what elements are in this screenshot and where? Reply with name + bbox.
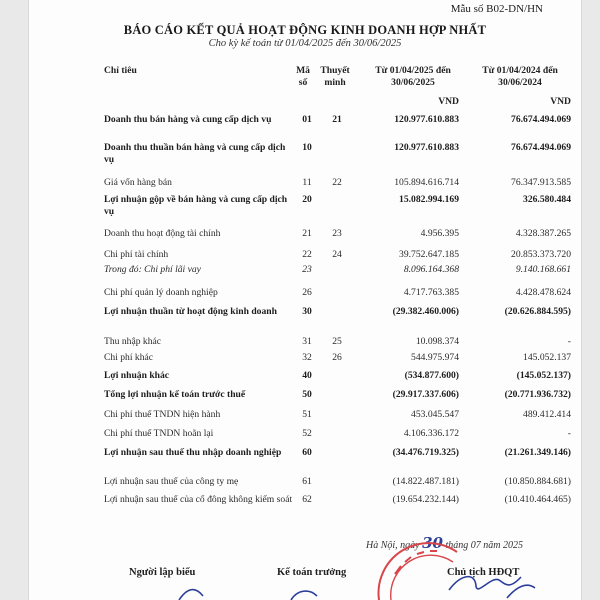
row-value-2025: 120.977.610.883 bbox=[394, 142, 459, 153]
row-value-2024: (20.771.936.732) bbox=[504, 389, 571, 400]
chairman-signature bbox=[449, 577, 535, 598]
row-note: 21 bbox=[332, 114, 342, 125]
row-value-2024: (10.410.464.465) bbox=[504, 494, 571, 505]
row-code: 30 bbox=[302, 306, 312, 317]
row-label: Lợi nhuận sau thuế thu nhập doanh nghiệp bbox=[104, 447, 282, 458]
preparer-caption: Người lập biểu bbox=[129, 567, 196, 578]
row-label: Chi phí khác bbox=[104, 352, 154, 363]
row-value-2024: (21.261.349.146) bbox=[504, 447, 571, 458]
preparer-signature bbox=[179, 590, 203, 600]
row-value-2025: 120.977.610.883 bbox=[394, 114, 459, 125]
stamp-and-signatures bbox=[29, 0, 581, 600]
row-code: 40 bbox=[302, 370, 312, 381]
place-date-suffix: tháng 07 năm 2025 bbox=[445, 540, 523, 551]
form-code: Mẫu số B02-DN/HN bbox=[450, 3, 543, 15]
row-code: 61 bbox=[302, 476, 312, 487]
row-code: 26 bbox=[302, 287, 312, 298]
row-value-2025: 4.956.395 bbox=[420, 228, 459, 239]
row-label: Trong đó: Chi phí lãi vay bbox=[104, 264, 201, 275]
row-note: 22 bbox=[332, 177, 342, 188]
row-value-2025: (534.877.600) bbox=[404, 370, 459, 381]
row-label: Lợi nhuận sau thuế của công ty mẹ bbox=[104, 476, 239, 487]
row-code: 50 bbox=[302, 389, 312, 400]
row-label: Doanh thu thuần bán hàng và cung cấp dịch vụ bbox=[104, 142, 286, 165]
row-value-2024: 489.412.414 bbox=[523, 409, 571, 420]
row-value-2025: 453.045.547 bbox=[411, 409, 459, 420]
row-note: 24 bbox=[332, 249, 342, 260]
row-value-2025: 8.096.164.368 bbox=[403, 264, 459, 275]
row-code: 60 bbox=[302, 447, 312, 458]
row-value-2024: 20.853.373.720 bbox=[511, 249, 571, 260]
row-label: Thu nhập khác bbox=[104, 336, 162, 347]
handwritten-day: 30 bbox=[422, 534, 443, 552]
row-value-2025: 105.894.616.714 bbox=[394, 177, 459, 188]
company-seal bbox=[379, 543, 457, 600]
row-label: Doanh thu hoạt động tài chính bbox=[104, 228, 221, 239]
report-page bbox=[28, 0, 582, 600]
row-value-2025: (14.822.487.181) bbox=[392, 476, 459, 487]
row-value-2024: (10.850.884.681) bbox=[504, 476, 571, 487]
row-note: 23 bbox=[332, 228, 342, 239]
report-subtitle: Cho kỳ kế toán từ 01/04/2025 đến 30/06/2025 bbox=[208, 38, 402, 49]
report-title: BÁO CÁO KẾT QUẢ HOẠT ĐỘNG KINH DOANH HỢP NHẤT bbox=[123, 23, 487, 37]
row-label: Lợi nhuận gộp về bán hàng và cung cấp dịch vụ bbox=[104, 194, 288, 217]
row-value-2025: (29.382.460.006) bbox=[392, 306, 459, 317]
row-value-2025: (34.476.719.325) bbox=[392, 447, 459, 458]
row-code: 31 bbox=[302, 336, 312, 347]
row-label: Lợi nhuận sau thuế của cổ đông không kiểm soát bbox=[104, 494, 293, 505]
row-code: 23 bbox=[302, 264, 312, 275]
row-code: 62 bbox=[302, 494, 312, 505]
chairman-caption: Chủ tịch HĐQT bbox=[447, 567, 520, 578]
row-label: Chi phí thuế TNDN hoãn lại bbox=[104, 428, 214, 439]
row-label: Lợi nhuận thuần từ hoạt động kinh doanh bbox=[104, 306, 277, 317]
row-value-2025: 544.975.974 bbox=[411, 352, 459, 363]
row-label: Lợi nhuận khác bbox=[104, 370, 170, 381]
row-value-2024: 76.347.913.585 bbox=[511, 177, 571, 188]
row-label: Chi phí tài chính bbox=[104, 249, 169, 260]
row-code: 51 bbox=[302, 409, 312, 420]
row-value-2025: 4.717.763.385 bbox=[403, 287, 459, 298]
row-value-2024: 326.580.484 bbox=[523, 194, 571, 205]
row-value-2024: (20.626.884.595) bbox=[504, 306, 571, 317]
row-label: Chi phí quản lý doanh nghiệp bbox=[104, 287, 218, 298]
row-value-2024: - bbox=[567, 336, 571, 347]
place-date-prefix: Hà Nội, ngày bbox=[366, 540, 420, 551]
row-code: 10 bbox=[302, 142, 312, 153]
row-value-2025: 39.752.647.185 bbox=[399, 249, 459, 260]
row-note: 26 bbox=[332, 352, 342, 363]
row-value-2025: 15.082.994.169 bbox=[399, 194, 459, 205]
row-code: 32 bbox=[302, 352, 312, 363]
header-note: Thuyết minh bbox=[320, 65, 350, 88]
row-note: 25 bbox=[332, 336, 342, 347]
header-unit-2024: VND bbox=[550, 96, 571, 107]
row-label: Chi phí thuế TNDN hiện hành bbox=[104, 409, 221, 420]
row-label: Doanh thu bán hàng và cung cấp dịch vụ bbox=[104, 114, 272, 125]
row-label: Tổng lợi nhuận kế toán trước thuế bbox=[104, 389, 246, 400]
header-code: Mã số bbox=[296, 65, 310, 88]
header-unit-2025: VND bbox=[438, 96, 459, 107]
row-value-2024: (145.052.137) bbox=[516, 370, 571, 381]
row-value-2024: 9.140.168.661 bbox=[515, 264, 571, 275]
header-period-2025: Từ 01/04/2025 đến 30/06/2025 bbox=[375, 65, 451, 88]
row-value-2025: (29.917.337.606) bbox=[392, 389, 459, 400]
row-value-2024: 76.674.494.069 bbox=[511, 142, 571, 153]
row-value-2025: 10.098.374 bbox=[415, 336, 459, 347]
row-code: 11 bbox=[302, 177, 312, 188]
row-code: 21 bbox=[302, 228, 312, 239]
chief-accountant-signature bbox=[291, 591, 317, 600]
row-value-2024: 4.428.478.624 bbox=[515, 287, 571, 298]
row-value-2025: 4.106.336.172 bbox=[403, 428, 459, 439]
row-code: 01 bbox=[302, 114, 312, 125]
header-item: Chỉ tiêu bbox=[104, 65, 137, 76]
row-value-2024: 76.674.494.069 bbox=[511, 114, 571, 125]
row-code: 20 bbox=[302, 194, 312, 205]
row-code: 22 bbox=[302, 249, 312, 260]
row-value-2024: - bbox=[567, 428, 571, 439]
chief-accountant-caption: Kế toán trưởng bbox=[277, 567, 347, 578]
row-label: Giá vốn hàng bán bbox=[104, 177, 172, 188]
row-value-2025: (19.654.232.144) bbox=[392, 494, 459, 505]
row-code: 52 bbox=[302, 428, 312, 439]
row-value-2024: 145.052.137 bbox=[523, 352, 571, 363]
row-value-2024: 4.328.387.265 bbox=[515, 228, 571, 239]
header-period-2024: Từ 01/04/2024 đến 30/06/2024 bbox=[482, 65, 558, 88]
